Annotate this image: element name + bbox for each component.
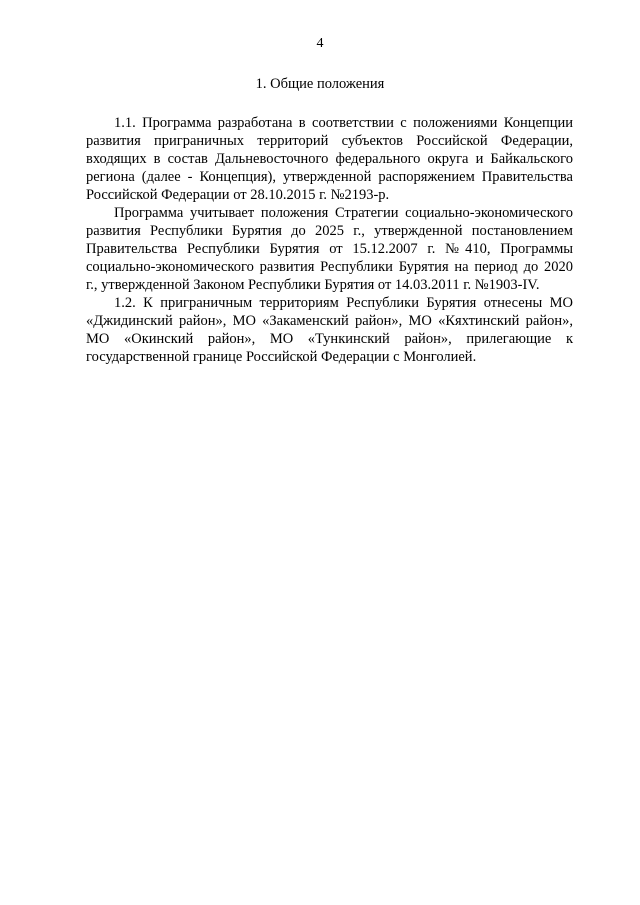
document-body	[86, 114, 573, 366]
paragraph-1-2: 1.2. К приграничным территориям Республики Бурятия отнесены МО «Джидинский район», МО «Закаменский район», МО «Кяхтинский район», МО «Окинский район», МО «Тункинский район», прилегающие к государственной границе Российской Федерации с Монголией.	[86, 295, 573, 365]
paragraph-1-1: 1.1. Программа разработана в соответствии с положениями Концепции развития приграничных территорий субъектов Российской Федерации, входящих в состав Дальневосточного федерального округа и Байкальского региона (далее - Концепция), утвержденной распоряжением Правительства Российской Федерации от 28.10.2015 г. №2193-р.	[86, 115, 573, 203]
paragraph-program-strategy: Программа учитывает положения Стратегии социально-экономического развития Республики Бурятия до 2025 г., утвержденной постановлением Правительства Республики Бурятия от 15.12.2007 г. №410, Программы социально-экономического развития Республики Бурятия на период до 2020 г., утвержденной Законом Республики Бурятия от 14.03.2011 г. №1903-IV.	[86, 205, 573, 293]
page-number: 4	[316, 36, 324, 51]
section-title: 1. Общие положения	[255, 76, 385, 92]
